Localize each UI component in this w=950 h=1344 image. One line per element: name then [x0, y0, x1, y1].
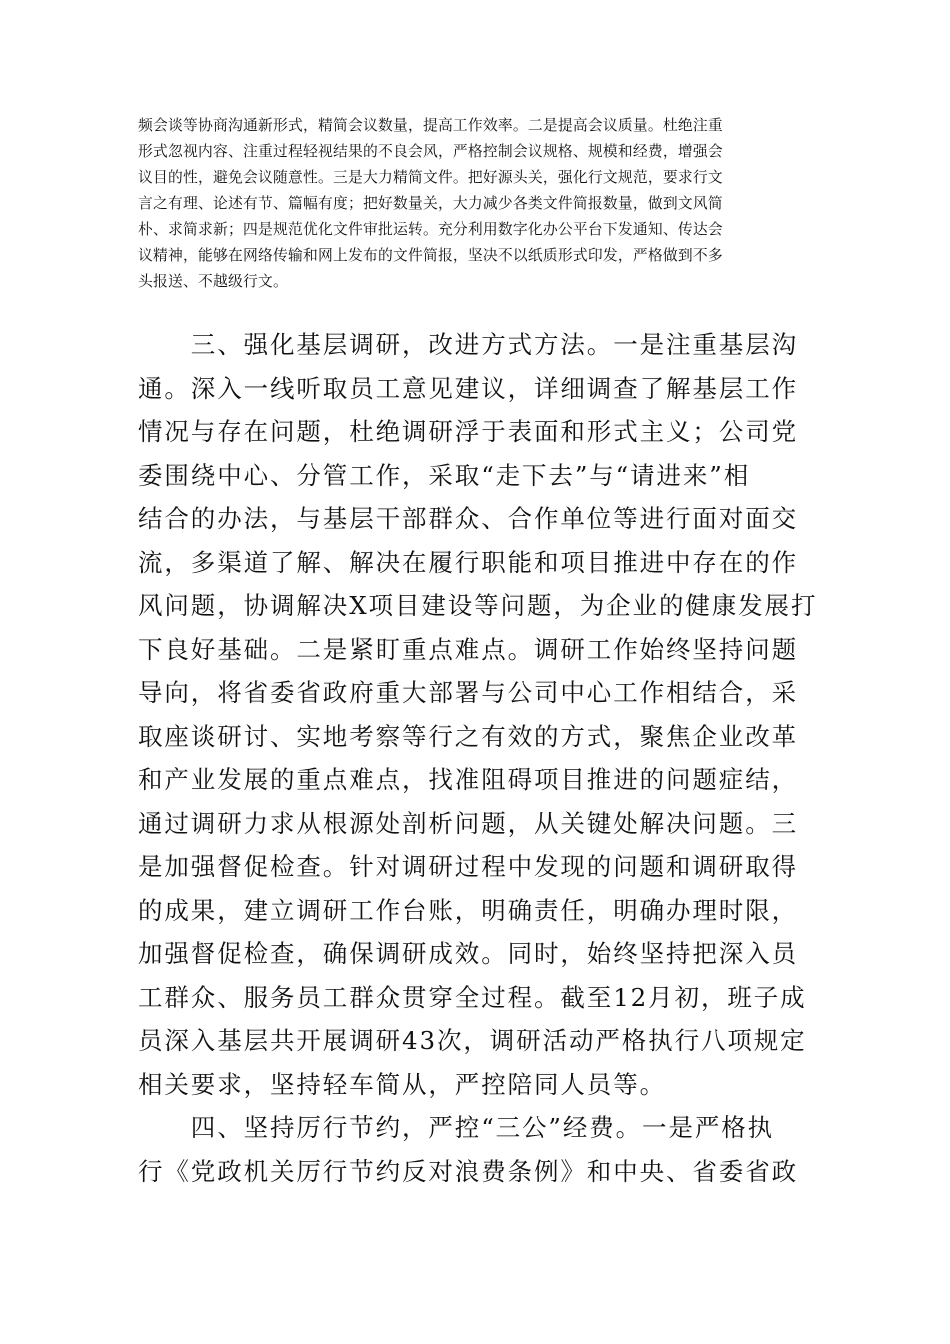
text-line: 结合的办法，与基层干部群众、合作单位等进行面对面交: [138, 504, 798, 533]
text-line: 形式忽视内容、注重过程轻视结果的不良会风，严格控制会议规格、规模和经费，增强会: [138, 143, 723, 160]
text-line: 议精神，能够在网络传输和网上发布的文件简报，坚决不以纸质形式印发，严格做到不多: [138, 247, 723, 264]
text-line: 流，多渠道了解、解决在履行职能和项目推进中存在的作: [138, 547, 798, 577]
section-four-paragraph: [138, 1106, 818, 1193]
text-line: 风问题，协调解决X项目建设等问题，为企业的健康发展打: [138, 591, 818, 620]
text-line: 三、强化基层调研，改进方式方法。一是注重基层沟: [138, 330, 798, 359]
text-line: 通过调研力求从根源处剖析问题，从关键处解决问题。三: [138, 808, 798, 838]
text-line: 情况与存在问题，杜绝调研浮于表面和形式主义；公司党: [138, 417, 798, 446]
text-line: 频会谈等协商沟通新形式，精简会议数量，提高工作效率。二是提高会议质量。杜绝注重: [138, 117, 723, 134]
text-line: 加强督促检查，确保调研成效。同时，始终坚持把深入员: [138, 939, 798, 968]
text-line: 是加强督促检查。针对调研过程中发现的问题和调研取得: [138, 852, 798, 881]
section-three-paragraph: [138, 323, 818, 1106]
text-line: 的成果，建立调研工作台账，明确责任，明确办理时限，: [138, 895, 798, 925]
small-text-paragraph: [138, 113, 818, 295]
text-line: 工群众、服务员工群众贯穿全过程。截至12月初，班子成: [138, 982, 807, 1012]
text-line: 头报送、不越级行文。: [138, 273, 288, 290]
text-line: 行《党政机关厉行节约反对浪费条例》和中央、省委省政: [138, 1156, 798, 1186]
text-line: 导向，将省委省政府重大部署与公司中心工作相结合，采: [138, 678, 798, 707]
text-line: 言之有理、论述有节、篇幅有度；把好数量关，大力减少各类文件简报数量，做到文风简: [138, 195, 723, 212]
text-line: 委围绕中心、分管工作，采取“走下去”与“请进来”相: [138, 460, 751, 490]
text-line: 员深入基层共开展调研43次，调研活动严格执行八项规定: [138, 1026, 807, 1055]
text-line: 取座谈研讨、实地考察等行之有效的方式，聚焦企业改革: [138, 721, 798, 751]
text-line: 通。深入一线听取员工意见建议，详细调查了解基层工作: [138, 373, 798, 403]
text-line: 议目的性，避免会议随意性。三是大力精简文件。把好源头关，强化行文规范，要求行文: [138, 169, 723, 186]
text-line: 朴、求简求新；四是规范优化文件审批运转。充分利用数字化办公平台下发通知、传达会: [138, 221, 723, 238]
text-line: 相关要求，坚持轻车简从，严控陪同人员等。: [138, 1069, 666, 1099]
text-line: 下良好基础。二是紧盯重点难点。调研工作始终坚持问题: [138, 634, 798, 664]
text-line: 和产业发展的重点难点，找准阻碍项目推进的问题症结，: [138, 765, 798, 794]
text-line: 四、坚持厉行节约，严控“三公”经费。一是严格执: [138, 1113, 775, 1142]
